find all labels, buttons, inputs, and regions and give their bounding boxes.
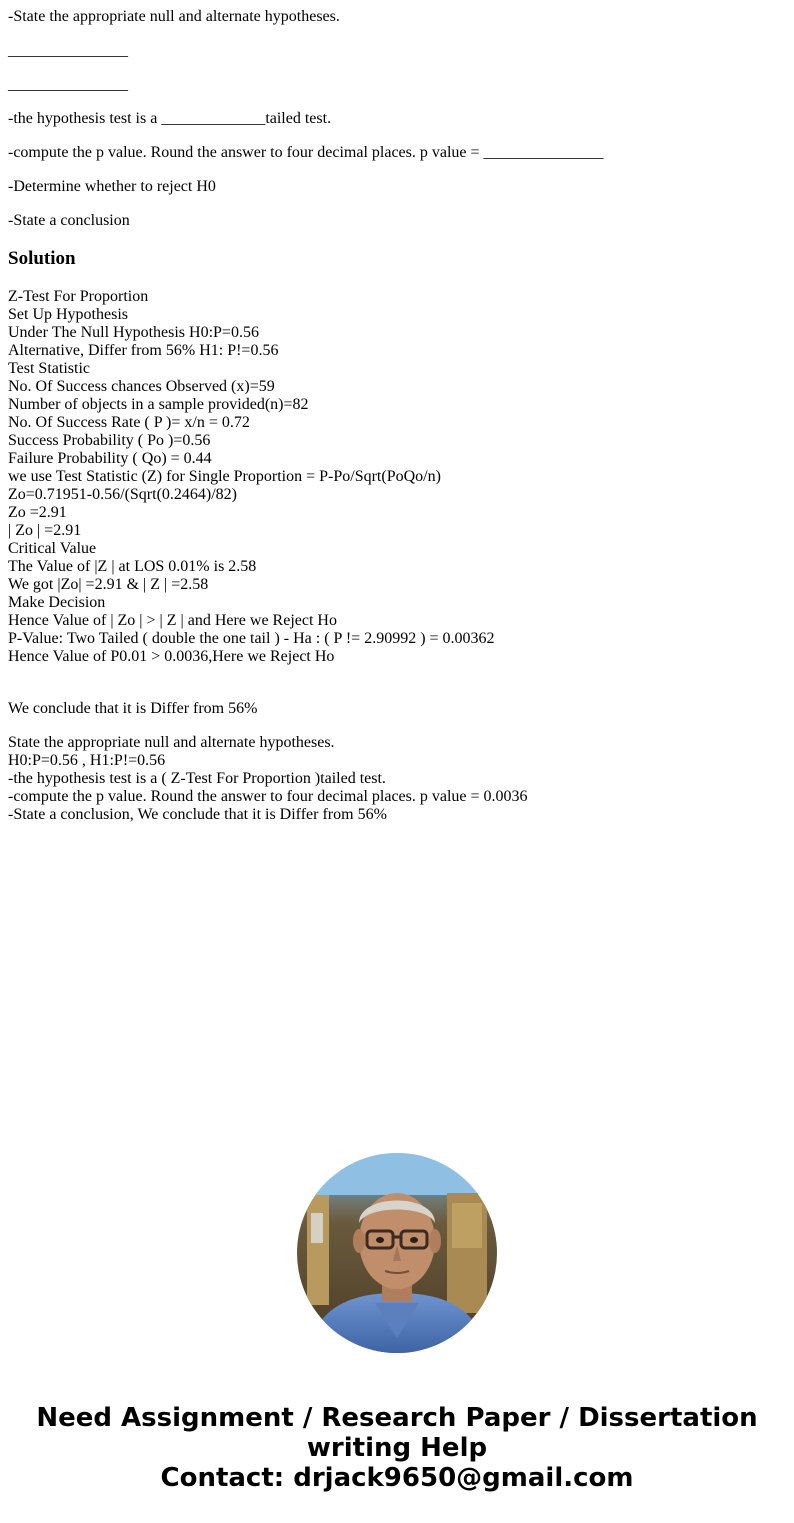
solution-line: Make Decision <box>8 594 106 611</box>
solution-line: Hence Value of | Zo | > | Z | and Here we Reject Ho <box>8 612 337 629</box>
solution-line: Zo =2.91 <box>8 504 67 521</box>
solution-line: Number of objects in a sample provided(n)=82 <box>8 396 309 413</box>
solution-line: No. Of Success Rate ( P )= x/n = 0.72 <box>8 414 250 431</box>
solution-line: Alternative, Differ from 56% H1: P!=0.56 <box>8 342 279 359</box>
author-photo-icon <box>297 1153 497 1353</box>
solution-summary <box>8 734 528 824</box>
solution-conclusion: We conclude that it is Differ from 56% <box>8 700 258 717</box>
summary-line: -compute the p value. Round the answer to four decimal places. p value = 0.0036 <box>8 788 528 805</box>
solution-line: we use Test Statistic (Z) for Single Proportion = P-Po/Sqrt(PoQo/n) <box>8 468 441 485</box>
question-tailed-test: -the hypothesis test is a _____________tailed test. <box>8 110 332 127</box>
footer-line-1: Need Assignment / Research Paper / Dissertation <box>36 1403 758 1433</box>
question-hypotheses: -State the appropriate null and alternate hypotheses. <box>8 8 340 25</box>
summary-line: -the hypothesis test is a ( Z-Test For Proportion )tailed test. <box>8 770 386 787</box>
solution-line: We got |Zo| =2.91 & | Z | =2.58 <box>8 576 209 593</box>
solution-heading: Solution <box>8 248 76 269</box>
solution-steps <box>8 288 495 666</box>
solution-line: Under The Null Hypothesis H0:P=0.56 <box>8 324 259 341</box>
summary-line: -State a conclusion, We conclude that it is Differ from 56% <box>8 806 387 823</box>
solution-line: No. Of Success chances Observed (x)=59 <box>8 378 275 395</box>
solution-line: The Value of |Z | at LOS 0.01% is 2.58 <box>8 558 257 575</box>
solution-line: P-Value: Two Tailed ( double the one tail ) - Ha : ( P != 2.90992 ) = 0.00362 <box>8 630 495 647</box>
question-conclusion: -State a conclusion <box>8 212 130 229</box>
answer-blank-null: _______________ <box>8 42 128 59</box>
footer-line-2: writing Help <box>306 1433 488 1463</box>
solution-line: | Zo | =2.91 <box>8 522 82 539</box>
solution-line: Zo=0.71951-0.56/(Sqrt(0.2464)/82) <box>8 486 237 503</box>
question-p-value: -compute the p value. Round the answer to four decimal places. p value = _______________ <box>8 144 604 161</box>
summary-line: State the appropriate null and alternate hypotheses. <box>8 734 335 751</box>
solution-line: Set Up Hypothesis <box>8 306 128 323</box>
answer-blank-alternate: _______________ <box>8 76 128 93</box>
solution-line: Success Probability ( Po )=0.56 <box>8 432 211 449</box>
footer-contact: Contact: drjack9650@gmail.com <box>160 1463 634 1493</box>
solution-line: Critical Value <box>8 540 97 557</box>
solution-line: Z-Test For Proportion <box>8 288 149 305</box>
solution-line: Hence Value of P0.01 > 0.0036,Here we Reject Ho <box>8 648 335 665</box>
footer-advert <box>0 1403 794 1493</box>
summary-line: H0:P=0.56 , H1:P!=0.56 <box>8 752 166 769</box>
question-reject-h0: -Determine whether to reject H0 <box>8 178 216 195</box>
solution-line: Failure Probability ( Qo) = 0.44 <box>8 450 212 467</box>
author-avatar <box>297 1153 497 1353</box>
solution-line: Test Statistic <box>8 360 90 377</box>
